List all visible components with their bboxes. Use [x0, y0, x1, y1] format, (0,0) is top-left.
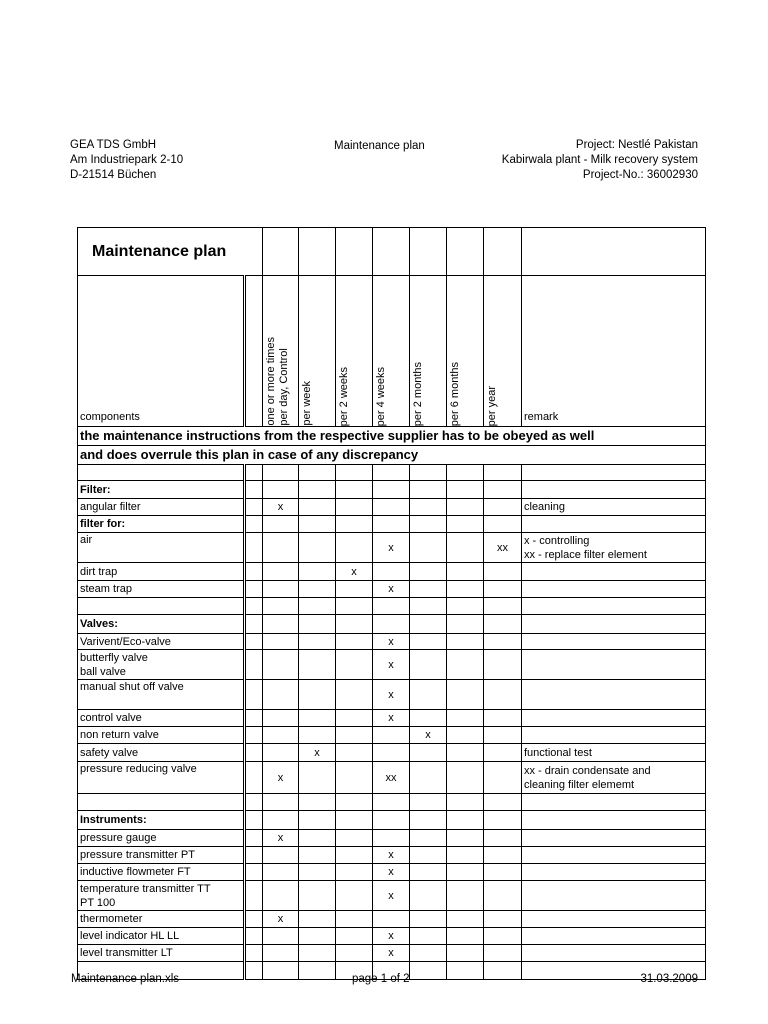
remark-cell [522, 465, 706, 481]
frequency-mark: x [410, 727, 447, 744]
frequency-mark [299, 881, 336, 911]
supplier-notice-line-1: the maintenance instructions from the respective supplier has to be obeyed as well [78, 427, 706, 446]
remark-cell [522, 864, 706, 881]
frequency-mark [447, 563, 484, 581]
project-info [502, 138, 698, 183]
component-name: manual shut off valve [78, 680, 245, 710]
remark-cell [522, 615, 706, 634]
table-row [78, 499, 706, 516]
remark-cell [522, 481, 706, 499]
footer-filename: Maintenance plan.xls [71, 973, 180, 985]
frequency-mark [299, 680, 336, 710]
remark-cell [522, 598, 706, 615]
frequency-mark [336, 465, 373, 481]
frequency-mark [484, 650, 522, 680]
frequency-mark [263, 465, 299, 481]
frequency-mark: x [263, 762, 299, 794]
frequency-mark [263, 634, 299, 650]
frequency-mark [373, 465, 410, 481]
document-title: Maintenance plan [334, 140, 425, 152]
footer-date: 31.03.2009 [640, 973, 698, 985]
frequency-mark [299, 563, 336, 581]
frequency-mark [410, 744, 447, 762]
frequency-mark [336, 847, 373, 864]
frequency-mark [410, 962, 447, 980]
component-name: pressure gauge [78, 830, 245, 847]
table-row [78, 598, 706, 615]
remark-header: remark [522, 276, 706, 427]
component-name [78, 794, 245, 811]
frequency-mark: xx [484, 533, 522, 563]
frequency-mark [336, 650, 373, 680]
frequency-mark: x [299, 744, 336, 762]
remark-cell [522, 830, 706, 847]
frequency-mark [336, 727, 373, 744]
frequency-mark [299, 762, 336, 794]
project-name: Project: Nestlé Pakistan [575, 139, 698, 151]
frequency-mark [447, 911, 484, 928]
remark-cell: xx - drain condensate and cleaning filter elememt [522, 762, 706, 794]
freq-header-6-months: per 6 months [447, 276, 484, 427]
frequency-mark [410, 794, 447, 811]
frequency-mark: x [373, 864, 410, 881]
frequency-mark [447, 615, 484, 634]
frequency-mark [263, 650, 299, 680]
component-name: level transmitter LT [78, 945, 245, 962]
frequency-mark [484, 864, 522, 881]
frequency-mark: x [336, 563, 373, 581]
frequency-mark [484, 581, 522, 598]
frequency-mark: x [373, 634, 410, 650]
frequency-mark [410, 928, 447, 945]
table-row [78, 563, 706, 581]
component-name: butterfly valve ball valve [78, 650, 245, 680]
frequency-mark [299, 830, 336, 847]
component-name: level indicator HL LL [78, 928, 245, 945]
frequency-mark [484, 465, 522, 481]
frequency-mark: x [373, 680, 410, 710]
frequency-mark [336, 499, 373, 516]
frequency-mark [484, 481, 522, 499]
maintenance-plan-table [77, 227, 706, 980]
frequency-mark [484, 847, 522, 864]
frequency-mark [263, 928, 299, 945]
remark-cell: functional test [522, 744, 706, 762]
frequency-mark [410, 563, 447, 581]
frequency-mark [410, 680, 447, 710]
table-row [78, 727, 706, 744]
frequency-mark [299, 465, 336, 481]
frequency-mark [263, 710, 299, 727]
frequency-mark [410, 864, 447, 881]
frequency-mark [299, 847, 336, 864]
frequency-mark [484, 762, 522, 794]
frequency-mark: x [373, 581, 410, 598]
frequency-mark [373, 481, 410, 499]
frequency-mark [484, 962, 522, 980]
remark-cell [522, 945, 706, 962]
frequency-mark [336, 680, 373, 710]
table-row [78, 680, 706, 710]
frequency-mark [373, 744, 410, 762]
freq-header-2-weeks: per 2 weeks [336, 276, 373, 427]
remark-cell: cleaning [522, 499, 706, 516]
frequency-mark: x [373, 533, 410, 563]
table-row [78, 650, 706, 680]
component-name: control valve [78, 710, 245, 727]
frequency-mark [336, 615, 373, 634]
frequency-mark [447, 744, 484, 762]
company-city: D-21514 Büchen [70, 169, 157, 181]
frequency-mark [447, 794, 484, 811]
frequency-mark [410, 533, 447, 563]
remark-cell [522, 881, 706, 911]
remark-cell [522, 516, 706, 533]
frequency-mark [263, 945, 299, 962]
frequency-mark [447, 581, 484, 598]
frequency-mark [263, 516, 299, 533]
frequency-mark [447, 598, 484, 615]
frequency-mark [410, 615, 447, 634]
frequency-mark [299, 581, 336, 598]
component-name: angular filter [78, 499, 245, 516]
component-name: air [78, 533, 245, 563]
frequency-mark [336, 928, 373, 945]
freq-header-2-months: per 2 months [410, 276, 447, 427]
component-name [78, 465, 245, 481]
frequency-mark [373, 615, 410, 634]
component-name: dirt trap [78, 563, 245, 581]
frequency-mark [263, 533, 299, 563]
footer-page-number: page 1 of 2 [352, 973, 410, 985]
frequency-mark [336, 811, 373, 830]
section-heading: filter for: [78, 516, 245, 533]
frequency-mark [336, 533, 373, 563]
frequency-mark [263, 847, 299, 864]
frequency-mark [263, 481, 299, 499]
frequency-mark [336, 794, 373, 811]
company-street: Am Industriepark 2-10 [70, 154, 184, 166]
frequency-mark [484, 881, 522, 911]
table-row [78, 762, 706, 794]
frequency-mark [484, 830, 522, 847]
frequency-mark [263, 680, 299, 710]
frequency-mark [263, 598, 299, 615]
frequency-mark [447, 830, 484, 847]
frequency-mark [263, 744, 299, 762]
frequency-mark [447, 634, 484, 650]
frequency-mark [373, 911, 410, 928]
frequency-mark [373, 830, 410, 847]
frequency-mark [336, 881, 373, 911]
frequency-mark [299, 864, 336, 881]
frequency-mark [263, 962, 299, 980]
components-header: components [78, 276, 245, 427]
frequency-mark [447, 811, 484, 830]
section-heading: Valves: [78, 615, 245, 634]
frequency-mark [299, 727, 336, 744]
table-row [78, 881, 706, 911]
frequency-mark [299, 710, 336, 727]
frequency-mark [336, 830, 373, 847]
frequency-mark [336, 762, 373, 794]
remark-cell [522, 911, 706, 928]
frequency-mark [299, 481, 336, 499]
frequency-mark [373, 727, 410, 744]
frequency-mark [447, 962, 484, 980]
frequency-mark [373, 794, 410, 811]
remark-cell: x - controlling xx - replace filter element [522, 533, 706, 563]
table-row [78, 481, 706, 499]
frequency-mark [484, 615, 522, 634]
frequency-mark [263, 727, 299, 744]
frequency-mark [410, 581, 447, 598]
frequency-mark [447, 945, 484, 962]
notice-row-2 [78, 446, 706, 465]
frequency-mark [336, 710, 373, 727]
freq-header-daily: one or more times per day, Control [263, 276, 299, 427]
frequency-mark [410, 499, 447, 516]
frequency-mark: x [373, 945, 410, 962]
component-name: Varivent/Eco-valve [78, 634, 245, 650]
frequency-mark [410, 465, 447, 481]
frequency-mark [336, 945, 373, 962]
frequency-mark [447, 864, 484, 881]
table-row [78, 465, 706, 481]
frequency-mark [299, 928, 336, 945]
remark-cell [522, 928, 706, 945]
supplier-notice-line-2: and does overrule this plan in case of any discrepancy [78, 446, 706, 465]
frequency-mark [447, 680, 484, 710]
table-row [78, 945, 706, 962]
table-row [78, 615, 706, 634]
frequency-mark [447, 650, 484, 680]
frequency-mark [373, 811, 410, 830]
frequency-mark: xx [373, 762, 410, 794]
table-row [78, 634, 706, 650]
frequency-mark [484, 794, 522, 811]
table-row [78, 744, 706, 762]
frequency-mark [484, 811, 522, 830]
frequency-mark [484, 680, 522, 710]
frequency-mark [299, 962, 336, 980]
table-row [78, 581, 706, 598]
frequency-mark [447, 928, 484, 945]
frequency-mark [447, 762, 484, 794]
frequency-mark [263, 881, 299, 911]
company-address [70, 138, 183, 183]
frequency-mark [299, 598, 336, 615]
frequency-mark [373, 516, 410, 533]
project-number: Project-No.: 36002930 [582, 169, 698, 181]
frequency-mark [447, 727, 484, 744]
table-row [78, 533, 706, 563]
frequency-mark [373, 598, 410, 615]
frequency-mark: x [373, 650, 410, 680]
remark-cell [522, 727, 706, 744]
frequency-mark [410, 830, 447, 847]
frequency-mark [484, 710, 522, 727]
frequency-mark [484, 499, 522, 516]
frequency-mark [263, 864, 299, 881]
frequency-mark [299, 794, 336, 811]
frequency-mark [484, 945, 522, 962]
component-name: pressure transmitter PT [78, 847, 245, 864]
project-plant: Kabirwala plant - Milk recovery system [501, 154, 698, 166]
section-heading: Instruments: [78, 811, 245, 830]
frequency-mark [336, 481, 373, 499]
frequency-mark [447, 533, 484, 563]
frequency-mark [410, 945, 447, 962]
freq-header-yearly: per year [484, 276, 522, 427]
table-row [78, 928, 706, 945]
table-row [78, 811, 706, 830]
remark-cell [522, 847, 706, 864]
frequency-mark [410, 811, 447, 830]
component-name: safety valve [78, 744, 245, 762]
frequency-mark [373, 563, 410, 581]
frequency-mark: x [263, 911, 299, 928]
frequency-mark [410, 911, 447, 928]
component-name: thermometer [78, 911, 245, 928]
frequency-mark [299, 811, 336, 830]
frequency-mark [336, 744, 373, 762]
frequency-mark: x [373, 881, 410, 911]
component-name [78, 598, 245, 615]
frequency-mark [447, 465, 484, 481]
frequency-mark [484, 911, 522, 928]
table-title-row [78, 228, 706, 276]
frequency-mark [447, 516, 484, 533]
remark-cell [522, 650, 706, 680]
frequency-mark [336, 634, 373, 650]
remark-cell [522, 811, 706, 830]
component-name: non return valve [78, 727, 245, 744]
table-title: Maintenance plan [78, 228, 263, 276]
frequency-mark [410, 881, 447, 911]
frequency-mark [410, 481, 447, 499]
table-row [78, 794, 706, 811]
frequency-mark [447, 499, 484, 516]
frequency-mark [447, 881, 484, 911]
frequency-mark [410, 598, 447, 615]
frequency-mark [484, 634, 522, 650]
frequency-mark [484, 928, 522, 945]
frequency-mark [484, 563, 522, 581]
frequency-mark [299, 615, 336, 634]
frequency-mark: x [373, 847, 410, 864]
frequency-mark [263, 794, 299, 811]
frequency-mark [336, 911, 373, 928]
table-row [78, 516, 706, 533]
frequency-mark [299, 499, 336, 516]
frequency-mark: x [263, 830, 299, 847]
remark-cell [522, 680, 706, 710]
frequency-mark [299, 911, 336, 928]
table-row [78, 710, 706, 727]
frequency-mark [263, 563, 299, 581]
frequency-mark [299, 533, 336, 563]
table-row [78, 911, 706, 928]
frequency-mark [336, 598, 373, 615]
frequency-mark [373, 499, 410, 516]
frequency-mark [447, 710, 484, 727]
table-row [78, 864, 706, 881]
component-name: steam trap [78, 581, 245, 598]
frequency-mark [484, 516, 522, 533]
frequency-mark [484, 598, 522, 615]
frequency-mark [263, 615, 299, 634]
column-header-row [78, 276, 706, 427]
frequency-mark [299, 650, 336, 680]
component-name: inductive flowmeter FT [78, 864, 245, 881]
notice-row-1 [78, 427, 706, 446]
component-name: pressure reducing valve [78, 762, 245, 794]
frequency-mark [484, 727, 522, 744]
table-row [78, 830, 706, 847]
freq-header-4-weeks: per 4 weeks [373, 276, 410, 427]
remark-cell [522, 710, 706, 727]
frequency-mark [299, 634, 336, 650]
frequency-mark [336, 516, 373, 533]
remark-cell [522, 581, 706, 598]
freq-header-weekly: per week [299, 276, 336, 427]
frequency-mark [410, 650, 447, 680]
frequency-mark [447, 847, 484, 864]
frequency-mark [299, 516, 336, 533]
component-name: temperature transmitter TT PT 100 [78, 881, 245, 911]
frequency-mark [336, 581, 373, 598]
frequency-mark [263, 811, 299, 830]
company-name: GEA TDS GmbH [70, 139, 157, 151]
frequency-mark [447, 481, 484, 499]
table-row [78, 847, 706, 864]
section-heading: Filter: [78, 481, 245, 499]
remark-cell [522, 563, 706, 581]
frequency-mark [410, 516, 447, 533]
frequency-mark [336, 864, 373, 881]
frequency-mark [263, 581, 299, 598]
frequency-mark: x [373, 928, 410, 945]
frequency-mark [410, 634, 447, 650]
frequency-mark: x [263, 499, 299, 516]
frequency-mark [410, 762, 447, 794]
frequency-mark [410, 710, 447, 727]
frequency-mark [410, 847, 447, 864]
remark-cell [522, 634, 706, 650]
frequency-mark [484, 744, 522, 762]
frequency-mark [299, 945, 336, 962]
frequency-mark: x [373, 710, 410, 727]
remark-cell [522, 794, 706, 811]
